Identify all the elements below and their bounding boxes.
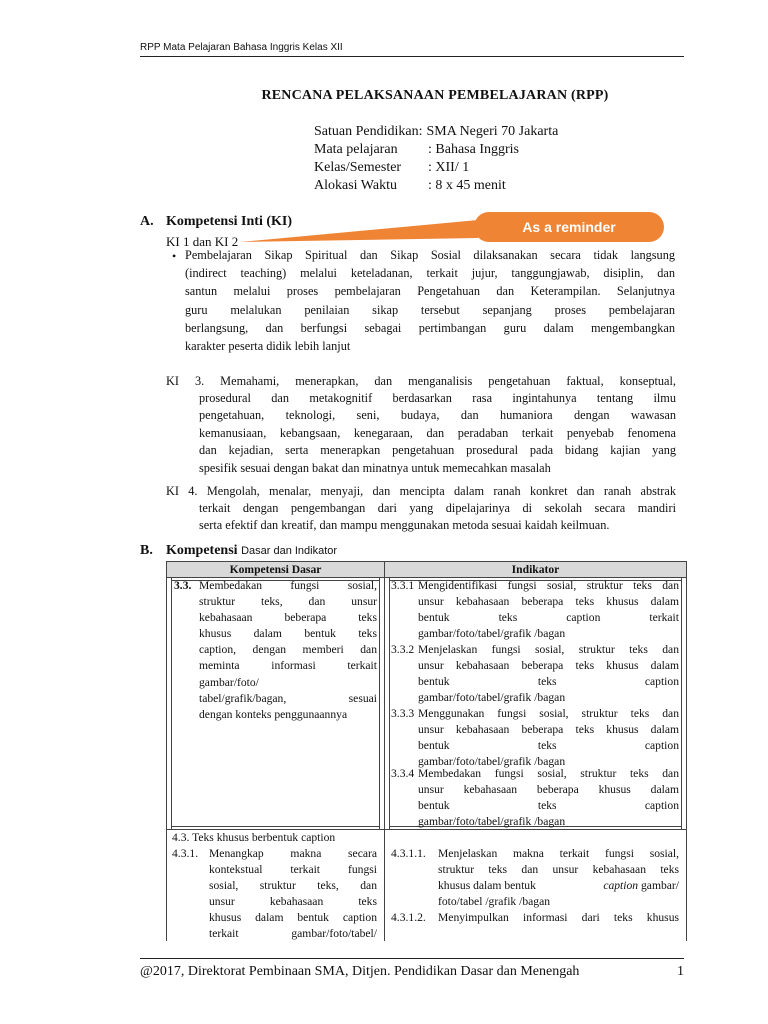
bullet-dot-icon: • (172, 249, 177, 263)
text-fragment: khusus dalam bentuk (438, 879, 536, 893)
text-line: unsur kebahasaan beberapa teks khusus dalam (418, 659, 679, 673)
caption-italic: caption (603, 879, 639, 893)
text-line: guru melalukan penilaian sikap tersebut sepanjang proses pembelajaran (185, 302, 675, 317)
text-line: Menggunakan fungsi sosial, struktur teks dan (418, 707, 679, 720)
text-line: gambar/foto/tabel/grafik /bagan (418, 691, 566, 705)
text-line: gambar/foto/tabel/grafik /bagan (418, 627, 566, 641)
text-line: sosial, struktur teks, dan (209, 879, 377, 893)
text-line: Menjelaskan makna terkait fungsi sosial, (438, 847, 679, 860)
meta-row-mapel (314, 142, 519, 158)
section-b-title (166, 543, 337, 559)
text-line: (indirect teaching) melalui keteladanan, terkait jujur, tanggungjawab, disiplin, dan (185, 266, 675, 281)
running-header: RPP Mata Pelajaran Bahasa Inggris Kelas XII (140, 42, 343, 53)
table-border (686, 561, 687, 941)
table-inner-border (681, 577, 682, 829)
meta-row-satuan (314, 124, 558, 140)
indicator-item (418, 642, 679, 706)
table-inner-border (171, 826, 379, 827)
word: terkait (649, 611, 679, 625)
section-b-letter: B. (140, 543, 153, 558)
text-line: unsur kebahasaan teks (209, 895, 377, 909)
text-line: santun melalui proses pembelajaran Pengetahuan dan Keterampilan. Selanjutnya (185, 284, 675, 299)
ind-number: 3.3.2 (391, 643, 415, 656)
text-line: Membedakan fungsi sosial, (199, 579, 377, 592)
meta-value: SMA Negeri 70 Jakarta (426, 124, 559, 139)
table-border (384, 561, 385, 941)
meta-label: Kelas/Semester (314, 160, 402, 175)
ind-number: 3.3.3 (391, 707, 415, 720)
text-line: unsur kebahasaan beberapa khusus dalam (418, 783, 679, 797)
meta-row-kelas (314, 160, 469, 176)
meta-row-alokasi (314, 178, 506, 194)
text-line: dan kejadian, serta menerapkan pengetahuan prosedural pada bidang kajian yang (199, 443, 676, 458)
text-line: tabel/grafik/bagan, sesuai (199, 691, 377, 705)
text-line: foto/tabel /grafik /bagan (438, 895, 551, 909)
document-title: RENCANA PELAKSANAAN PEMBELAJARAN (RPP) (261, 88, 609, 103)
reminder-arrow-icon (238, 216, 478, 246)
kd33-number: 3.3. (174, 579, 192, 592)
indicator-item (418, 578, 679, 642)
ind-number: 3.3.4 (391, 767, 415, 780)
text-line: gambar/foto/tabel/grafik /bagan (418, 815, 566, 829)
meta-value: : XII/ 1 (428, 160, 470, 175)
ki12-label: KI 1 dan KI 2 (166, 234, 239, 249)
text-line: bentuk teks caption (418, 675, 679, 689)
table-inner-border (379, 577, 380, 829)
text-fragment (603, 878, 679, 894)
text-line: khusus dalam bentuk teks (199, 627, 377, 641)
page-number: 1 (677, 964, 684, 979)
ki3-body (199, 390, 676, 477)
indicator-item (418, 766, 679, 830)
footer-text: @2017, Direktorat Pembinaan SMA, Ditjen. Pendidikan Dasar dan Menengah (140, 964, 580, 979)
text-line: bentuk teks caption (418, 739, 679, 753)
text-line: Mengidentifikasi fungsi sosial, struktur teks dan (418, 579, 679, 592)
meta-value: : Bahasa Inggris (428, 142, 519, 157)
text-line: kontekstual terkait fungsi (209, 863, 377, 877)
text-fragment: gambar/ (641, 879, 679, 893)
footer-divider (140, 958, 684, 959)
text-line: pengetahuan, teknologi, seni, budaya, dan humaniora dengan wawasan (199, 408, 676, 423)
text-line: struktur teks, dan unsur (199, 595, 377, 609)
ki12-paragraph (185, 246, 675, 355)
table-border (166, 561, 167, 941)
text-line: khusus dalam bentuk caption (209, 911, 377, 925)
ind-number: 3.3.1 (391, 579, 415, 592)
header-divider (140, 56, 684, 57)
text-line: terkait gambar/foto/tabel/ (209, 927, 377, 941)
meta-value: : 8 x 45 menit (428, 178, 506, 193)
text-line: terkait dengan pengembangan dari yang dipelajarinya di sekolah secara mandiri (199, 501, 676, 515)
text-line: Pembelajaran Sikap Spiritual dan Sikap Sosial dilaksanakan secara tidak langsung (185, 248, 675, 262)
text-line: meminta informasi terkait (199, 659, 377, 673)
kd43-heading: 4.3. Teks khusus berbentuk caption (172, 831, 336, 844)
section-b-title-small: Dasar dan Indikator (241, 545, 338, 557)
text-line: Menjelaskan fungsi sosial, struktur teks dan (418, 643, 679, 656)
indicator-item (438, 846, 679, 910)
kd431-text (209, 846, 377, 943)
text-line: struktur teks dan unsur kebahasaan teks (438, 863, 679, 877)
ki4-label: KI 4. Mengolah, menalar, menyaji, dan mencipta dalam ranah konkret dan ranah abstrak (166, 484, 676, 498)
ind-number: 4.3.1.2. (391, 911, 426, 924)
text-line: kemanusiaan, kebangsaan, kenegaraan, dan peradaban terkait penyebab fenomena (199, 425, 676, 440)
text-line: gambar/foto/ (199, 675, 259, 689)
text-line: bentuk teks caption (418, 799, 679, 813)
word: bentuk (418, 611, 450, 625)
col-header-kd: Kompetensi Dasar (229, 563, 322, 576)
section-a-title: Kompetensi Inti (KI) (166, 214, 292, 229)
text-line: kebahasaan beberapa teks (199, 611, 377, 625)
section-b-title-bold: Kompetensi (166, 543, 238, 558)
text-line: dengan konteks penggunaannya (199, 707, 348, 721)
text-line: unsur kebahasaan beberapa teks khusus dalam (418, 595, 679, 609)
col-header-indikator: Indikator (511, 563, 560, 576)
text-line: caption, dengan memberi dan (199, 643, 377, 657)
kd431-number: 4.3.1. (172, 847, 199, 860)
ki4-body (199, 500, 676, 535)
text-line: spesifik sesuai dengan bakat dan minatnya untuk memecahkan masalah (199, 460, 551, 475)
text-line: karakter peserta didik lebih lanjut (185, 339, 351, 354)
meta-label: Satuan Pendidikan: (314, 124, 423, 139)
meta-label: Alokasi Waktu (314, 178, 397, 193)
table-inner-border (171, 577, 172, 829)
text-line: prosedural dan metakognitif berdasarkan rasa ingintahunya tentang ilmu (199, 391, 676, 405)
text-line (438, 878, 679, 894)
word: caption (566, 611, 601, 625)
text-line: berlangsung, dan berfungsi sebagai pertimbangan guru dalam mengembangkan (185, 320, 675, 335)
text-line: gambar/foto/tabel/grafik /bagan (418, 755, 566, 769)
meta-label: Mata pelajaran (314, 142, 398, 157)
indicator-item (418, 706, 679, 770)
ind-number: 4.3.1.1. (391, 847, 426, 860)
ki3-label: KI 3. Memahami, menerapkan, dan menganalisis pengetahuan faktual, konseptual, (166, 374, 676, 388)
kd33-text (199, 578, 377, 723)
indicator-item: Menyimpulkan informasi dari teks khusus (438, 911, 679, 924)
text-line: serta efektif dan kreatif, dan mampu menggunakan metoda sesuai kaidah keilmuan. (199, 518, 610, 533)
text-line: unsur kebahasaan beberapa teks khusus dalam (418, 723, 679, 737)
reminder-callout: As a reminder (474, 212, 664, 242)
section-a-letter: A. (140, 214, 154, 229)
text-line: Menangkap makna secara (209, 847, 377, 860)
text-line (418, 610, 679, 626)
text-line: Membedakan fungsi sosial, struktur teks dan (418, 767, 679, 780)
table-inner-border (389, 577, 390, 829)
word: teks (498, 611, 518, 625)
